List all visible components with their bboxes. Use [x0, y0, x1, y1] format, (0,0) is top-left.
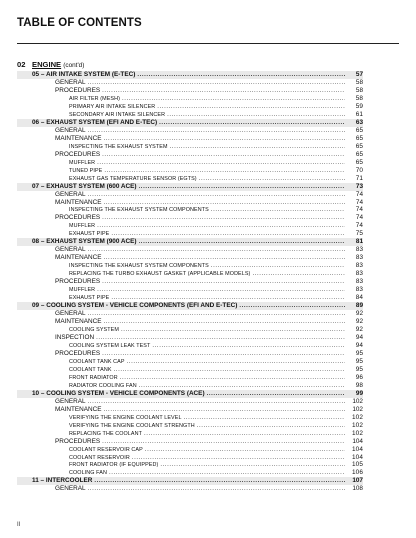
- toc-entry-label: 09 – COOLING SYSTEM - VEHICLE COMPONENTS (EFI AND E-TEC): [32, 302, 238, 310]
- toc-subsection-entry[interactable]: [17, 406, 363, 414]
- toc-page-number: 65: [355, 158, 363, 166]
- toc-entry-label: FRONT RADIATOR: [69, 374, 118, 381]
- toc-entry-label: COOLING SYSTEM: [69, 327, 119, 333]
- dot-leader: [197, 423, 345, 430]
- dot-leader: [139, 183, 345, 191]
- toc-list: [17, 71, 363, 493]
- dot-leader: [104, 254, 345, 262]
- page-title: TABLE OF CONTENTS: [17, 17, 142, 29]
- toc-topic-entry[interactable]: [17, 342, 363, 350]
- toc-entry-label: PROCEDURES: [55, 349, 101, 357]
- dot-leader: [88, 79, 345, 87]
- toc-page-number: 84: [355, 294, 363, 302]
- toc-page-number: 89: [355, 302, 363, 310]
- toc-entry-label: INSPECTING THE EXHAUST SYSTEM: [69, 143, 168, 150]
- toc-entry-label: GENERAL: [55, 190, 86, 198]
- toc-topic-entry[interactable]: [17, 111, 363, 119]
- toc-page-number: 73: [355, 182, 363, 190]
- toc-subsection-entry[interactable]: [17, 485, 363, 493]
- toc-page-number: 107: [352, 477, 363, 485]
- toc-page-number: 75: [355, 230, 363, 238]
- chapter-name: ENGINE: [32, 60, 62, 69]
- dot-leader: [88, 246, 345, 254]
- toc-entry-label: PRIMARY AIR INTAKE SILENCER: [69, 103, 156, 110]
- toc-entry-label: MUFFLER: [69, 159, 96, 166]
- toc-topic-entry[interactable]: [17, 294, 363, 302]
- toc-topic-entry[interactable]: [17, 454, 363, 462]
- dot-leader: [211, 207, 345, 214]
- toc-entry-label: INSPECTION: [55, 333, 95, 341]
- toc-page-number: 70: [355, 166, 363, 174]
- title-divider: [17, 43, 399, 44]
- toc-page-number: 104: [352, 437, 363, 445]
- dot-leader: [88, 485, 345, 493]
- toc-topic-entry[interactable]: [17, 159, 363, 167]
- toc-topic-entry[interactable]: [17, 95, 363, 103]
- toc-page-number: 61: [355, 110, 363, 118]
- toc-section-entry[interactable]: [17, 238, 363, 246]
- toc-page-number: 99: [355, 389, 363, 397]
- toc-subsection-entry[interactable]: [17, 318, 363, 326]
- toc-page-number: 74: [355, 222, 363, 230]
- toc-entry-label: TUNED PIPE: [69, 167, 103, 174]
- toc-entry-label: GENERAL: [55, 78, 86, 86]
- toc-topic-entry[interactable]: [17, 262, 363, 270]
- toc-section-entry[interactable]: [17, 477, 363, 485]
- dot-leader: [144, 431, 345, 438]
- toc-page-number: 58: [355, 78, 363, 86]
- toc-subsection-entry[interactable]: [17, 87, 363, 95]
- dot-leader: [211, 263, 345, 270]
- toc-subsection-entry[interactable]: [17, 127, 363, 135]
- toc-entry-label: PROCEDURES: [55, 437, 101, 445]
- toc-entry-label: GENERAL: [55, 397, 86, 405]
- toc-topic-entry[interactable]: [17, 382, 363, 390]
- toc-subsection-entry[interactable]: [17, 278, 363, 286]
- toc-entry-label: COOLANT TANK: [69, 366, 112, 373]
- toc-topic-entry[interactable]: [17, 366, 363, 374]
- toc-page-number: 105: [352, 461, 363, 469]
- page-number-footer: II: [17, 522, 21, 528]
- toc-page-number: 102: [352, 397, 363, 405]
- toc-page-number: 108: [352, 485, 363, 493]
- toc-entry-label: MAINTENANCE: [55, 198, 102, 206]
- dot-leader: [104, 406, 345, 414]
- toc-subsection-entry[interactable]: [17, 398, 363, 406]
- toc-topic-entry[interactable]: [17, 326, 363, 334]
- dot-leader: [145, 447, 345, 454]
- toc-page-number: 92: [355, 326, 363, 333]
- toc-entry-label: INSPECTING THE EXHAUST SYSTEM COMPONENTS: [69, 263, 209, 270]
- toc-page-number: 83: [355, 254, 363, 262]
- dot-leader: [88, 398, 345, 406]
- toc-page-number: 58: [355, 94, 363, 102]
- toc-subsection-entry[interactable]: [17, 151, 363, 159]
- dot-leader: [111, 231, 345, 238]
- toc-topic-entry[interactable]: [17, 206, 363, 214]
- dot-leader: [88, 191, 345, 199]
- toc-page-number: 65: [355, 150, 363, 158]
- toc-page-number: 74: [355, 206, 363, 214]
- toc-entry-label: EXHAUST PIPE: [69, 231, 110, 238]
- dot-leader: [159, 119, 345, 127]
- dot-leader: [104, 135, 345, 143]
- toc-page-number: 83: [355, 286, 363, 294]
- dot-leader: [207, 390, 345, 398]
- chapter-heading: [17, 60, 363, 69]
- dot-leader: [94, 477, 345, 485]
- toc-page-number: 98: [355, 381, 363, 389]
- toc-topic-entry[interactable]: [17, 358, 363, 366]
- toc-page-number: 106: [352, 469, 363, 477]
- dot-leader: [167, 112, 345, 119]
- toc-section-entry[interactable]: [17, 183, 363, 191]
- dot-leader: [97, 287, 345, 294]
- toc-entry-label: RADIATOR COOLING FAN: [69, 382, 137, 389]
- toc-subsection-entry[interactable]: [17, 246, 363, 254]
- toc-entry-label: PROCEDURES: [55, 86, 101, 94]
- toc-subsection-entry[interactable]: [17, 334, 363, 342]
- toc-entry-label: COOLING FAN: [69, 470, 107, 477]
- toc-entry-label: MAINTENANCE: [55, 318, 102, 326]
- toc-entry-label: MAINTENANCE: [55, 254, 102, 262]
- toc-page-number: 94: [355, 333, 363, 341]
- toc-entry-label: MUFFLER: [69, 223, 96, 230]
- toc-entry-label: REPLACING THE COOLANT: [69, 430, 142, 437]
- toc-entry-label: COOLANT RESERVOIR: [69, 454, 130, 461]
- dot-leader: [160, 462, 345, 469]
- toc-page-number: 95: [355, 349, 363, 357]
- toc-entry-label: COOLING SYSTEM LEAK TEST: [69, 342, 151, 349]
- toc-entry-label: GENERAL: [55, 126, 86, 134]
- toc-subsection-entry[interactable]: [17, 254, 363, 262]
- toc-entry-label: AIR FILTER (MESH): [69, 95, 121, 102]
- toc-page-number: 94: [355, 341, 363, 349]
- dot-leader: [111, 295, 345, 302]
- dot-leader: [121, 327, 345, 334]
- toc-subsection-entry[interactable]: [17, 214, 363, 222]
- dot-leader: [127, 359, 345, 366]
- toc-entry-label: GENERAL: [55, 310, 86, 318]
- toc-page-number: 65: [355, 134, 363, 142]
- dot-leader: [104, 199, 345, 207]
- toc-page-number: 95: [355, 365, 363, 373]
- toc-entry-label: COOLANT RESERVOIR CAP: [69, 446, 143, 453]
- dot-leader: [122, 96, 345, 103]
- toc-page-number: 83: [355, 270, 363, 278]
- toc-page-number: 74: [355, 190, 363, 198]
- toc-entry-label: FRONT RADIATOR (IF EQUIPPED): [69, 462, 159, 469]
- dot-leader: [239, 302, 345, 310]
- dot-leader: [104, 318, 345, 326]
- toc-entry-label: PROCEDURES: [55, 150, 101, 158]
- toc-subsection-entry[interactable]: [17, 438, 363, 446]
- toc-topic-entry[interactable]: [17, 222, 363, 230]
- toc-topic-entry[interactable]: [17, 430, 363, 438]
- toc-section-entry[interactable]: [17, 71, 363, 79]
- toc-entry-label: PROCEDURES: [55, 278, 101, 286]
- toc-page-number: 71: [355, 174, 363, 182]
- toc-section-entry[interactable]: [17, 302, 363, 310]
- toc-topic-entry[interactable]: [17, 103, 363, 111]
- toc-entry-label: MAINTENANCE: [55, 405, 102, 413]
- toc-page-number: 81: [355, 238, 363, 246]
- toc-page-number: 65: [355, 126, 363, 134]
- toc-entry-label: VERIFYING THE ENGINE COOLANT STRENGTH: [69, 422, 195, 429]
- toc-entry-label: EXHAUST PIPE: [69, 295, 110, 302]
- dot-leader: [102, 278, 345, 286]
- toc-entry-label: 10 – COOLING SYSTEM - VEHICLE COMPONENTS (ACE): [32, 389, 205, 397]
- dot-leader: [184, 415, 345, 422]
- toc-page-number: 58: [355, 86, 363, 94]
- toc-entry-label: COOLANT TANK CAP: [69, 358, 125, 365]
- toc-entry-label: GENERAL: [55, 485, 86, 493]
- toc-entry-label: EXHAUST GAS TEMPERATURE SENSOR (EGTS): [69, 175, 197, 182]
- toc-page-number: 83: [355, 278, 363, 286]
- toc-entry-label: MUFFLER: [69, 287, 96, 294]
- toc-topic-entry[interactable]: [17, 286, 363, 294]
- toc-entry-label: VERIFYING THE ENGINE COOLANT LEVEL: [69, 414, 182, 421]
- toc-entry-label: REPLACING THE TURBO EXHAUST GASKET (APPLICABLE MODELS): [69, 271, 251, 278]
- toc-topic-entry[interactable]: [17, 469, 363, 477]
- toc-entry-label: 06 – EXHAUST SYSTEM (EFI AND E-TEC): [32, 118, 158, 126]
- toc-page-number: 104: [352, 445, 363, 453]
- dot-leader: [96, 334, 345, 342]
- dot-leader: [139, 238, 345, 246]
- toc-entry-label: 05 – AIR INTAKE SYSTEM (E-TEC): [32, 71, 136, 78]
- toc-entry-label: GENERAL: [55, 246, 86, 254]
- toc-entry-label: MAINTENANCE: [55, 134, 102, 142]
- dot-leader: [102, 151, 345, 159]
- chapter-continued-note: (cont'd): [63, 62, 85, 69]
- toc-subsection-entry[interactable]: [17, 135, 363, 143]
- dot-leader: [252, 271, 345, 278]
- toc-topic-entry[interactable]: [17, 446, 363, 454]
- dot-leader: [109, 470, 345, 477]
- toc-page-number: 63: [355, 118, 363, 126]
- dot-leader: [97, 160, 345, 167]
- toc-subsection-entry[interactable]: [17, 191, 363, 199]
- toc-topic-entry[interactable]: [17, 175, 363, 183]
- toc-entry-label: 08 – EXHAUST SYSTEM (900 ACE): [32, 238, 137, 246]
- toc-topic-entry[interactable]: [17, 270, 363, 278]
- toc-page-number: 83: [355, 262, 363, 270]
- dot-leader: [102, 87, 345, 95]
- toc-page-number: 74: [355, 214, 363, 222]
- toc-page-number: 104: [352, 453, 363, 461]
- toc-topic-entry[interactable]: [17, 461, 363, 469]
- dot-leader: [102, 350, 345, 358]
- toc-section-entry[interactable]: [17, 390, 363, 398]
- dot-leader: [170, 144, 345, 151]
- toc-subsection-entry[interactable]: [17, 310, 363, 318]
- toc-topic-entry[interactable]: [17, 414, 363, 422]
- toc-page-number: 102: [352, 429, 363, 437]
- toc-page-number: 65: [355, 142, 363, 150]
- dot-leader: [114, 367, 345, 374]
- dot-leader: [137, 71, 345, 79]
- toc-entry-label: 11 – INTERCOOLER: [32, 477, 93, 485]
- toc-subsection-entry[interactable]: [17, 79, 363, 87]
- toc-topic-entry[interactable]: [17, 422, 363, 430]
- toc-subsection-entry[interactable]: [17, 350, 363, 358]
- toc-entry-label: PROCEDURES: [55, 214, 101, 222]
- toc-page-number: 57: [355, 71, 363, 78]
- dot-leader: [88, 310, 345, 318]
- dot-leader: [102, 214, 345, 222]
- toc-page-number: 92: [355, 310, 363, 318]
- dot-leader: [139, 383, 345, 390]
- toc-page-number: 95: [355, 357, 363, 365]
- dot-leader: [88, 127, 345, 135]
- toc-page-number: 96: [355, 373, 363, 381]
- dot-leader: [132, 455, 345, 462]
- toc-section-entry[interactable]: [17, 119, 363, 127]
- dot-leader: [120, 375, 345, 382]
- toc-subsection-entry[interactable]: [17, 199, 363, 207]
- dot-leader: [199, 176, 345, 183]
- chapter-number: 02: [17, 60, 26, 69]
- dot-leader: [97, 223, 345, 230]
- dot-leader: [102, 438, 345, 446]
- toc-page-number: 102: [352, 413, 363, 421]
- toc-topic-entry[interactable]: [17, 374, 363, 382]
- dot-leader: [104, 168, 345, 175]
- toc-entry-label: INSPECTING THE EXHAUST SYSTEM COMPONENTS: [69, 207, 209, 214]
- toc-topic-entry[interactable]: [17, 143, 363, 151]
- toc-entry-label: 07 – EXHAUST SYSTEM (600 ACE): [32, 182, 137, 190]
- dot-leader: [157, 104, 345, 111]
- toc-topic-entry[interactable]: [17, 167, 363, 175]
- toc-page-number: 102: [352, 421, 363, 429]
- dot-leader: [152, 343, 345, 350]
- toc-topic-entry[interactable]: [17, 230, 363, 238]
- toc-page-number: 92: [355, 318, 363, 326]
- toc-page-number: 102: [352, 405, 363, 413]
- toc-page-number: 74: [355, 198, 363, 206]
- toc-page-number: 83: [355, 246, 363, 254]
- toc-entry-label: SECONDARY AIR INTAKE SILENCER: [69, 111, 166, 118]
- toc-page-number: 59: [355, 102, 363, 110]
